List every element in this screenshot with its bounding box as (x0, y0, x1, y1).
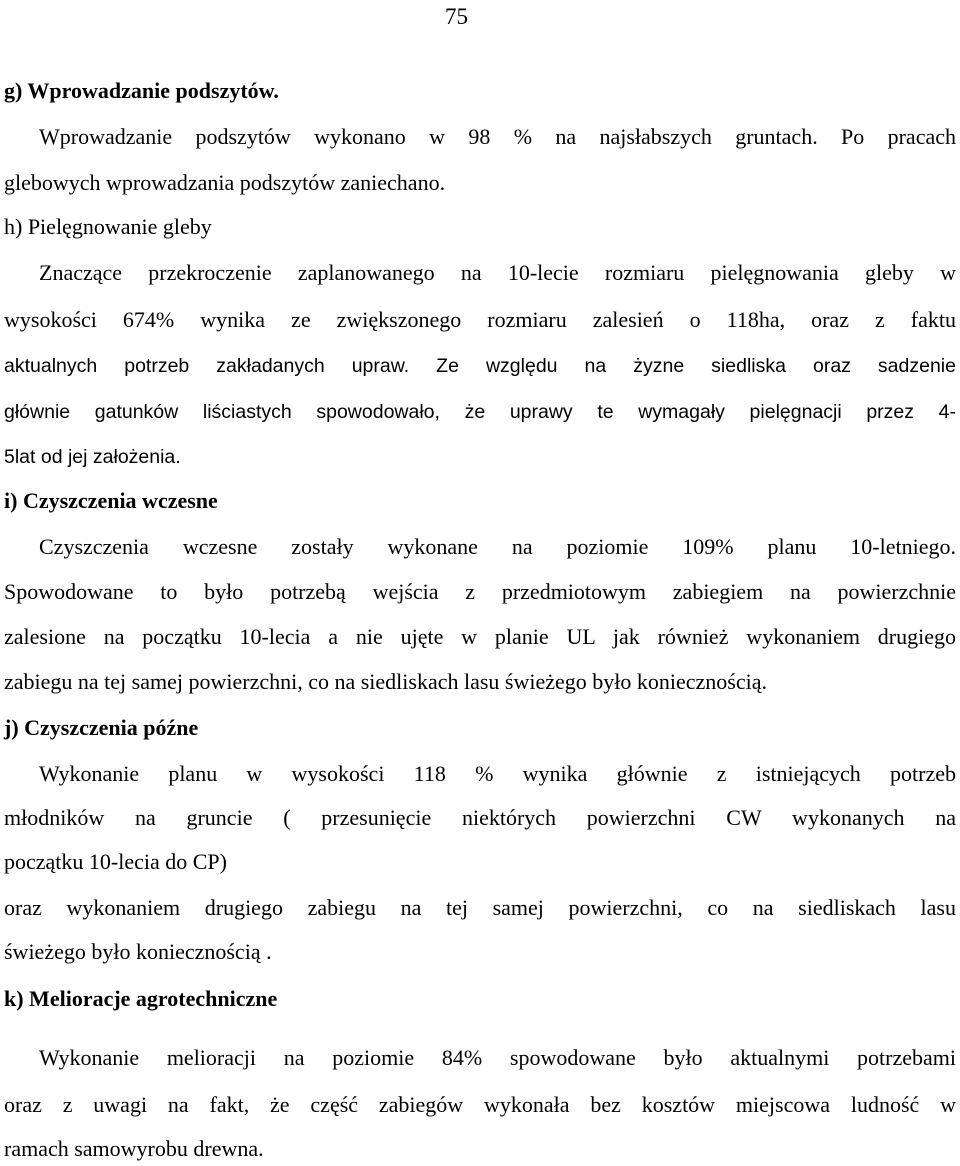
section-k-line-2: oraz z uwagi na fakt, że część zabiegów wykonała bez kosztów miejscowa ludność w (4, 1092, 956, 1117)
section-g-heading: g) Wprowadzanie podszytów. (4, 78, 279, 103)
section-i-line-1: Czyszczenia wczesne zostały wykonane na poziomie 109% planu 10-letniego. (39, 534, 956, 559)
section-h-line-5: 5lat od jej założenia. (4, 446, 181, 468)
section-k-line-1: Wykonanie melioracji na poziomie 84% spowodowane było aktualnymi potrzebami (39, 1045, 956, 1070)
section-h-line-3: aktualnych potrzeb zakładanych upraw. Ze względu na żyzne siedliska oraz sadzenie (4, 355, 956, 377)
section-i-line-4: zabiegu na tej samej powierzchni, co na siedliskach lasu świeżego było koniecznością. (4, 669, 768, 694)
section-g-line-1: Wprowadzanie podszytów wykonano w 98 % na najsłabszych gruntach. Po pracach (39, 124, 956, 149)
section-h-line-4: głównie gatunków liściastych spowodowało, że uprawy te wymagały pielęgnacji przez 4- (4, 401, 956, 423)
section-h-heading: h) Pielęgnowanie gleby (4, 214, 212, 239)
page-number: 75 (445, 4, 468, 29)
section-j-heading: j) Czyszczenia późne (4, 715, 199, 740)
section-i-line-3: zalesione na początku 10-lecia a nie ujęte w planie UL jak również wykonaniem drugiego (4, 624, 956, 649)
section-j-line-1: Wykonanie planu w wysokości 118 % wynika głównie z istniejących potrzeb (39, 761, 956, 786)
section-j-line-2: młodników na gruncie ( przesunięcie niektórych powierzchni CW wykonanych na (4, 805, 956, 830)
section-k-heading: k) Melioracje agrotechniczne (4, 986, 278, 1011)
section-k-line-3: ramach samowyrobu drewna. (4, 1136, 264, 1161)
section-i-line-2: Spowodowane to było potrzebą wejścia z przedmiotowym zabiegiem na powierzchnie (4, 579, 956, 604)
section-j-line-3: początku 10-lecia do CP) (4, 849, 227, 874)
section-j-line-4: oraz wykonaniem drugiego zabiegu na tej samej powierzchni, co na siedliskach lasu (4, 895, 956, 920)
section-h-line-2: wysokości 674% wynika ze zwiększonego rozmiaru zalesień o 118ha, oraz z faktu (4, 307, 956, 332)
section-j-line-5: świeżego było koniecznością . (4, 939, 272, 964)
section-i-heading: i) Czyszczenia wczesne (4, 488, 218, 513)
section-g-line-2: glebowych wprowadzania podszytów zaniechano. (4, 170, 446, 195)
section-h-line-1: Znaczące przekroczenie zaplanowanego na 10-lecie rozmiaru pielęgnowania gleby w (39, 260, 956, 285)
